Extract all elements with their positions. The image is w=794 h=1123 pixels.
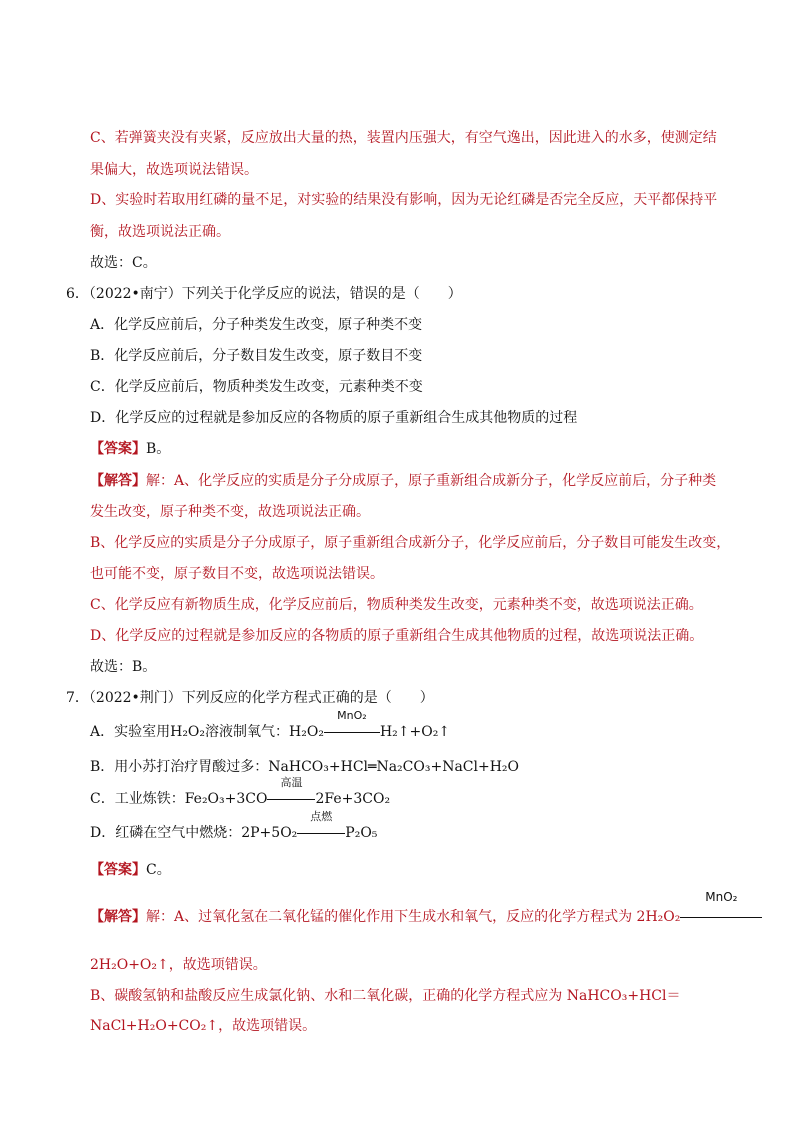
- q7-expl-a2: 2H₂O+O₂↑，故选项错误。: [90, 957, 267, 973]
- condition-label: MnO₂: [337, 709, 367, 722]
- condition-label: MnO₂: [705, 890, 738, 904]
- q6-choice: 故选：B。: [90, 659, 157, 675]
- q6-expl-b1: B、化学反应的实质是分子分成原子，原子重新组合成新分子，化学反应前后，分子数目可能发生改变，: [90, 535, 731, 551]
- reaction-condition: [297, 810, 345, 843]
- explanation-tag: 【解答】: [90, 473, 146, 489]
- prev-choice: 故选：C。: [90, 255, 157, 271]
- q7-answer: [90, 860, 171, 880]
- condition-label: 点燃: [310, 810, 333, 823]
- prev-c-line2: 果偏大，故选项说法错误。: [90, 162, 258, 178]
- q6-expl-a2: 发生改变，原子种类不变，故选项说法正确。: [90, 504, 370, 520]
- q6-option-a: A．化学反应前后，分子种类发生改变，原子种类不变: [90, 317, 423, 333]
- q6-expl-d: D、化学反应的过程就是参加反应的各物质的原子重新组合生成其他物质的过程，故选项说法正确。: [90, 628, 704, 644]
- q7-expl-b2: NaCl+H₂O+CO₂↑，故选项错误。: [90, 1018, 317, 1034]
- q6-answer: [90, 439, 170, 459]
- explanation-text: 解：A、过氧化氢在二氧化锰的催化作用下生成水和氧气，反应的化学方程式为 2H₂O₂: [146, 909, 681, 925]
- q7-expl-a1: [90, 890, 762, 927]
- prev-c-line1: C、若弹簧夹没有夹紧，反应放出大量的热，装置内压强大，有空气逸出，因此进入的水多，使测定结: [90, 130, 717, 146]
- option-a-products: H₂↑+O₂↑: [379, 724, 451, 740]
- q6-option-c: C．化学反应前后，物质种类发生改变，元素种类不变: [90, 379, 423, 395]
- answer-value: B。: [146, 441, 171, 457]
- q7-option-d: [90, 810, 378, 843]
- condition-label: 高温: [280, 776, 303, 789]
- option-d-products: P₂O₅: [345, 825, 378, 841]
- q6-expl-c: C、化学反应有新物质生成，化学反应前后，物质种类发生改变，元素种类不变，故选项说法正确。: [90, 597, 703, 613]
- answer-value: C。: [146, 862, 171, 878]
- q6-expl-b2: 也可能不变，原子数目不变，故选项说法错误。: [90, 566, 384, 582]
- option-c-products: 2Fe+3CO₂: [315, 791, 391, 807]
- reaction-condition: [324, 709, 380, 742]
- reaction-arrow-line: [267, 799, 315, 800]
- q7-option-b: B．用小苏打治疗胃酸过多：NaHCO₃+HCl═Na₂CO₃+NaCl+H₂O: [90, 759, 520, 775]
- q7-stem: 7．（2022•荆门）下列反应的化学方程式正确的是（ ）: [66, 690, 434, 706]
- answer-tag: 【答案】: [90, 862, 146, 878]
- explanation-text: 解：A、化学反应的实质是分子分成原子，原子重新组合成新分子，化学反应前后，分子种类: [146, 473, 717, 489]
- reaction-arrow-line: [324, 732, 380, 733]
- q6-stem: 6．（2022•南宁）下列关于化学反应的说法，错误的是（ ）: [66, 286, 462, 302]
- option-a-text: A．实验室用H₂O₂溶液制氧气：H₂O₂: [90, 724, 324, 740]
- q7-expl-b1: B、碳酸氢钠和盐酸反应生成氯化钠、水和二氧化碳，正确的化学方程式应为 NaHCO₃+HCl＝: [90, 988, 681, 1004]
- prev-d-line1: D、实验时若取用红磷的量不足，对实验的结果没有影响，因为无论红磷是否完全反应，天平都保持平: [90, 192, 718, 208]
- option-c-text: C．工业炼铁：Fe₂O₃+3CO: [90, 791, 268, 807]
- q6-option-d: D．化学反应的过程就是参加反应的各物质的原子重新组合生成其他物质的过程: [90, 410, 578, 426]
- reaction-arrow-line: [297, 833, 345, 834]
- reaction-condition: [267, 776, 315, 809]
- q6-expl-a1: [90, 471, 716, 491]
- q7-option-a: [90, 709, 451, 742]
- option-d-text: D．红磷在空气中燃烧：2P+5O₂: [90, 825, 298, 841]
- reaction-arrow-line: [680, 917, 762, 918]
- answer-tag: 【答案】: [90, 441, 146, 457]
- explanation-tag: 【解答】: [90, 909, 146, 925]
- q6-option-b: B．化学反应前后，分子数目发生改变，原子数目不变: [90, 348, 423, 364]
- reaction-condition: [680, 890, 762, 927]
- prev-d-line2: 衡，故选项说法正确。: [90, 224, 230, 240]
- q7-option-c: [90, 776, 391, 809]
